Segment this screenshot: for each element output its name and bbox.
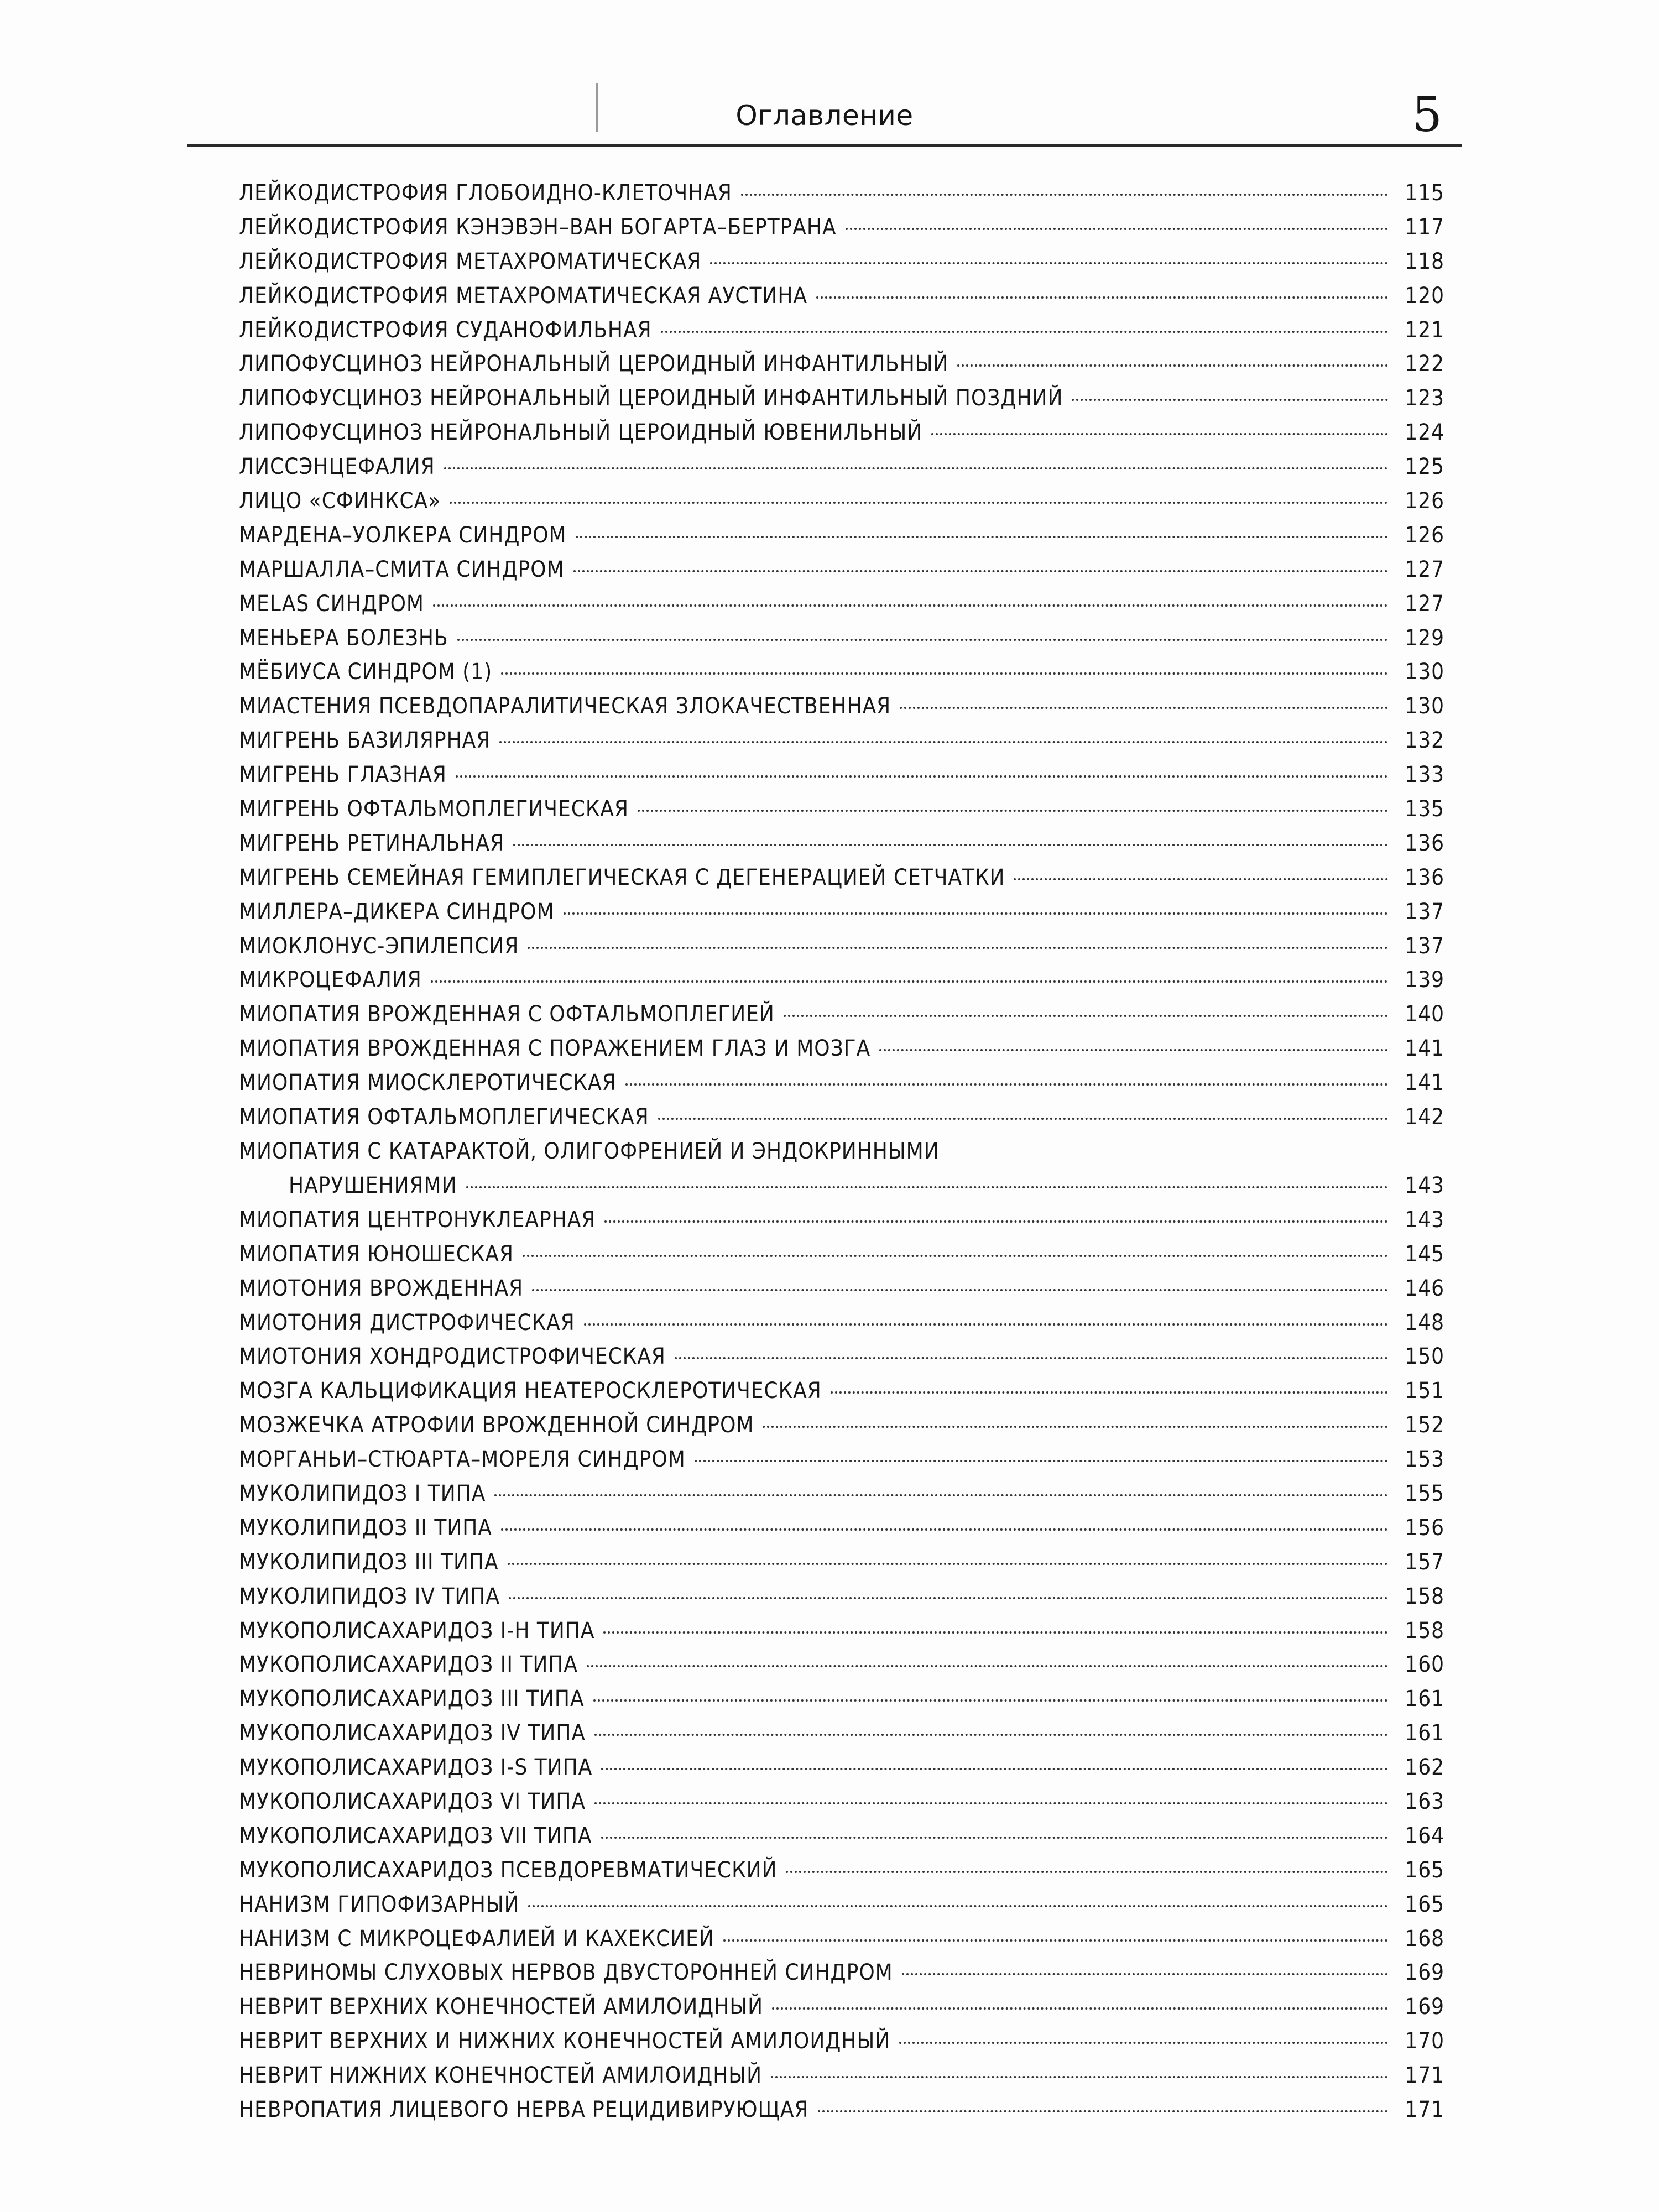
toc-entry-title: МЁБИУСА СИНДРОМ (1) [239,659,493,685]
toc-entry [239,1720,1444,1755]
toc-entry-page: 123 [1405,385,1444,411]
toc-entry-title: МИГРЕНЬ ГЛАЗНАЯ [239,762,447,788]
toc-dot-leader [593,1699,1388,1702]
toc-entry [239,1686,1444,1720]
toc-dot-leader [818,2110,1388,2112]
toc-entry-page: 157 [1405,1549,1444,1575]
toc-dot-leader [594,1802,1388,1804]
toc-dot-leader [661,331,1388,333]
toc-entry-page: 146 [1405,1275,1444,1301]
toc-entry-title: МИГРЕНЬ СЕМЕЙНАЯ ГЕМИПЛЕГИЧЕСКАЯ С ДЕГЕНЕРАЦИЕЙ СЕТЧАТКИ [239,864,1005,890]
toc-entry-title: НЕВРИТ НИЖНИХ КОНЕЧНОСТЕЙ АМИЛОИДНЫЙ [239,2063,762,2089]
toc-dot-leader [499,741,1388,743]
toc-dot-leader [584,1323,1388,1326]
toc-dot-leader [710,262,1388,264]
toc-entry-page: 169 [1405,1994,1444,2020]
toc-entry-title: ЛИПОФУСЦИНОЗ НЕЙРОНАЛЬНЫЙ ЦЕРОИДНЫЙ ИНФАНТИЛЬНЫЙ [239,351,949,377]
toc-dot-leader [601,1837,1388,1839]
toc-dot-leader [587,1665,1388,1667]
toc-entry [239,1310,1444,1344]
toc-entry-page: 125 [1405,454,1444,480]
toc-entry-page: 130 [1405,659,1444,685]
toc-entry [239,1344,1444,1378]
toc-entry-page: 127 [1405,591,1444,617]
toc-entry-title: ЛЕЙКОДИСТРОФИЯ СУДАНОФИЛЬНАЯ [239,317,652,343]
toc-entry-title: ЛЕЙКОДИСТРОФИЯ ГЛОБОИДНО-КЛЕТОЧНАЯ [239,180,732,206]
toc-entry [239,1001,1444,1036]
toc-entry-title: МИГРЕНЬ ОФТАЛЬМОПЛЕГИЧЕСКАЯ [239,796,629,822]
toc-entry-page: 139 [1405,967,1444,993]
toc-entry-title: МЕНЬЕРА БОЛЕЗНЬ [239,625,448,651]
toc-entry-page: 164 [1405,1823,1444,1849]
toc-entry-page: 165 [1405,1891,1444,1917]
toc-entry-page: 156 [1405,1515,1444,1541]
toc-entry-page: 117 [1405,214,1444,240]
toc-entry-title: МУКОПОЛИСАХАРИДОЗ ПСЕВДОРЕВМАТИЧЕСКИЙ [239,1857,778,1883]
toc-entry-page: 161 [1405,1720,1444,1746]
toc-dot-leader [456,775,1388,778]
toc-entry [239,933,1444,968]
toc-entry-page: 162 [1405,1755,1444,1781]
toc-entry-title: МАРШАЛЛА–СМИТА СИНДРОМ [239,556,565,582]
toc-entry-page: 153 [1405,1447,1444,1473]
toc-entry [239,728,1444,762]
toc-entry-page: 129 [1405,625,1444,651]
toc-dot-leader [528,947,1388,949]
toc-entry-title-continuation: НАРУШЕНИЯМИ [289,1172,457,1198]
toc-entry-title: НЕВРИТ ВЕРХНИХ И НИЖНИХ КОНЕЧНОСТЕЙ АМИЛОИДНЫЙ [239,2028,891,2054]
toc-entry-page: 115 [1405,180,1444,206]
toc-dot-leader [899,2042,1388,2044]
toc-entry-page: 136 [1405,864,1444,890]
toc-dot-leader [528,1905,1388,1907]
toc-entry [239,762,1444,796]
toc-entry-page: 145 [1405,1241,1444,1267]
toc-entry-page: 126 [1405,488,1444,514]
toc-dot-leader [638,810,1388,812]
toc-entry-title: МИГРЕНЬ РЕТИНАЛЬНАЯ [239,830,504,856]
toc-entry [239,215,1444,249]
toc-entry-page: 155 [1405,1480,1444,1506]
toc-entry-title: МУКОЛИПИДОЗ III ТИПА [239,1549,499,1575]
toc-entry [239,1755,1444,1789]
toc-entry [239,557,1444,591]
toc-dot-leader [741,194,1388,196]
toc-entry-page: 140 [1405,1001,1444,1027]
toc-entry-page: 171 [1405,2096,1444,2122]
toc-dot-leader [573,570,1388,572]
toc-entry-page: 143 [1405,1207,1444,1233]
toc-dot-leader [900,707,1388,709]
toc-dot-leader [523,1255,1388,1257]
toc-entry [239,967,1444,1001]
toc-entry-page: 118 [1405,248,1444,274]
toc-entry [239,1036,1444,1070]
toc-entry-title: ЛЕЙКОДИСТРОФИЯ МЕТАХРОМАТИЧЕСКАЯ АУСТИНА [239,283,808,309]
toc-dot-leader [784,1015,1388,1017]
toc-entry [239,420,1444,454]
toc-entry [239,1652,1444,1686]
toc-entry-title: МАРДЕНА–УОЛКЕРА СИНДРОМ [239,522,567,548]
toc-entry-page: 161 [1405,1686,1444,1712]
toc-entry-page: 121 [1405,317,1444,343]
toc-entry-title: МИОКЛОНУС-ЭПИЛЕПСИЯ [239,933,519,959]
toc-entry-page: 169 [1405,1960,1444,1986]
page-title: Оглавление [735,100,914,132]
toc-entry-title: ЛЕЙКОДИСТРОФИЯ МЕТАХРОМАТИЧЕСКАЯ [239,248,702,274]
toc-entry [239,1515,1444,1550]
toc-entry-page: 120 [1405,283,1444,309]
toc-dot-leader [501,672,1388,675]
toc-dot-leader [601,1768,1388,1770]
toc-entry-page: 158 [1405,1618,1444,1644]
toc-entry-title: НЕВРИНОМЫ СЛУХОВЫХ НЕРВОВ ДВУСТОРОННЕЙ СИНДРОМ [239,1960,893,1986]
toc-entry [239,1858,1444,1892]
toc-dot-leader [532,1289,1388,1291]
toc-dot-leader [879,1049,1388,1051]
page-header [187,83,1462,147]
toc-entry [239,1481,1444,1515]
toc-entry [239,317,1444,352]
toc-entry-title: МИОПАТИЯ ЮНОШЕСКАЯ [239,1241,514,1267]
toc-dot-leader [1014,878,1388,880]
toc-entry-title: MELAS СИНДРОМ [239,591,424,617]
toc-entry [239,899,1444,933]
toc-entry-page: 158 [1405,1583,1444,1609]
toc-entry [239,523,1444,557]
toc-entry-page: 133 [1405,762,1444,788]
toc-entry [239,1789,1444,1823]
toc-entry [239,1618,1444,1652]
toc-entry-page: 127 [1405,556,1444,582]
toc-entry [239,385,1444,420]
toc-entry-title: ЛЕЙКОДИСТРОФИЯ КЭНЭВЭН–ВАН БОГАРТА–БЕРТРАНА [239,214,837,240]
toc-entry-title: МУКОПОЛИСАХАРИДОЗ III ТИПА [239,1686,585,1712]
toc-entry-page: 143 [1405,1172,1444,1198]
toc-entry-page: 124 [1405,420,1444,446]
toc-dot-leader [957,364,1388,367]
toc-entry-title: МИЛЛЕРА–ДИКЕРА СИНДРОМ [239,899,555,925]
toc-entry [239,625,1444,660]
toc-entry [239,1550,1444,1584]
toc-dot-leader [501,1528,1388,1531]
toc-entry [239,283,1444,317]
toc-entry [239,2028,1444,2063]
toc-entry-title: НЕВРОПАТИЯ ЛИЦЕВОГО НЕРВА РЕЦИДИВИРУЮЩАЯ [239,2096,809,2122]
toc-entry-title: МУКОПОЛИСАХАРИДОЗ IV ТИПА [239,1720,586,1746]
toc-entry-title: МИАСТЕНИЯ ПСЕВДОПАРАЛИТИЧЕСКАЯ ЗЛОКАЧЕСТВЕННАЯ [239,693,891,719]
toc-dot-leader [466,1186,1389,1188]
toc-entry-page: 148 [1405,1310,1444,1335]
toc-entry [239,1584,1444,1618]
toc-entry-page: 135 [1405,796,1444,822]
toc-entry-page: 130 [1405,693,1444,719]
toc-entry-title: МУКОПОЛИСАХАРИДОЗ VI ТИПА [239,1788,586,1814]
toc-entry-page: 136 [1405,830,1444,856]
toc-entry [239,1926,1444,1960]
toc-entry-page: 141 [1405,1070,1444,1096]
toc-entry [239,796,1444,831]
toc-entry [239,1960,1444,1994]
toc-entry-title: МОЗГА КАЛЬЦИФИКАЦИЯ НЕАТЕРОСКЛЕРОТИЧЕСКАЯ [239,1378,822,1404]
toc-entry [239,2063,1444,2097]
toc-entry [239,591,1444,625]
toc-entry [239,865,1444,899]
toc-entry [239,2097,1444,2131]
toc-entry-title: МИОПАТИЯ ОФТАЛЬМОПЛЕГИЧЕСКАЯ [239,1104,649,1130]
toc-dot-leader [604,1220,1388,1223]
toc-entry [239,1823,1444,1858]
toc-entry-page: 141 [1405,1036,1444,1062]
toc-entry [239,1207,1444,1241]
toc-dot-leader [576,536,1388,538]
toc-entry-page: 152 [1405,1412,1444,1438]
toc-entry [239,831,1444,865]
toc-dot-leader [772,2007,1388,2010]
toc-entry [239,1241,1444,1276]
toc-dot-leader [931,433,1388,435]
toc-dot-leader [763,1426,1388,1428]
toc-dot-leader [509,1597,1388,1599]
toc-entry-title: МИГРЕНЬ БАЗИЛЯРНАЯ [239,728,491,754]
toc-entry [239,693,1444,728]
toc-dot-leader [902,1973,1388,1975]
toc-entry [239,488,1444,523]
toc-dot-leader [508,1563,1388,1565]
toc-dot-leader [433,604,1388,607]
toc-entry-page: 160 [1405,1652,1444,1678]
toc-entry [239,1378,1444,1412]
toc-entry-title: МИКРОЦЕФАЛИЯ [239,967,422,993]
toc-entry [239,1276,1444,1310]
toc-entry-title: МОЗЖЕЧКА АТРОФИИ ВРОЖДЕННОЙ СИНДРОМ [239,1412,754,1438]
toc-entry-title: МИОТОНИЯ ВРОЖДЕННАЯ [239,1275,524,1301]
toc-entry-title: МИОПАТИЯ ВРОЖДЕННАЯ С ОФТАЛЬМОПЛЕГИЕЙ [239,1001,775,1027]
toc-entry-page: 142 [1405,1104,1444,1130]
toc-entry-page: 151 [1405,1378,1444,1404]
toc-dot-leader [675,1357,1388,1359]
toc-entry-title: МУКОЛИПИДОЗ IV ТИПА [239,1583,500,1609]
toc-dot-leader [786,1871,1388,1873]
table-of-contents [239,180,1444,2131]
toc-dot-leader [695,1460,1388,1462]
toc-entry [239,180,1444,215]
toc-entry [239,454,1444,488]
toc-entry-page: 171 [1405,2063,1444,2089]
toc-entry-title: МИОПАТИЯ ВРОЖДЕННАЯ С ПОРАЖЕНИЕМ ГЛАЗ И МОЗГА [239,1036,871,1062]
toc-entry-page: 163 [1405,1788,1444,1814]
toc-entry-continuation [239,1173,1444,1207]
toc-entry [239,659,1444,693]
toc-entry-title: МИОПАТИЯ С КАТАРАКТОЙ, ОЛИГОФРЕНИЕЙ И ЭНДОКРИННЫМИ [239,1138,940,1164]
toc-entry [239,249,1444,283]
toc-dot-leader [450,502,1388,504]
toc-dot-leader [494,1494,1388,1496]
toc-dot-leader [513,844,1388,846]
toc-entry-title: МИОПАТИЯ МИОСКЛЕРОТИЧЕСКАЯ [239,1070,617,1096]
toc-entry-title: ЛИПОФУСЦИНОЗ НЕЙРОНАЛЬНЫЙ ЦЕРОИДНЫЙ ЮВЕНИЛЬНЫЙ [239,420,923,446]
toc-entry-title: МИОТОНИЯ ХОНДРОДИСТРОФИЧЕСКАЯ [239,1344,666,1370]
toc-entry-title: НАНИЗМ С МИКРОЦЕФАЛИЕЙ И КАХЕКСИЕЙ [239,1926,714,1952]
toc-entry [239,1412,1444,1447]
toc-entry-title: ЛИЦО «СФИНКСА» [239,488,441,514]
toc-entry-title: НЕВРИТ ВЕРХНИХ КОНЕЧНОСТЕЙ АМИЛОИДНЫЙ [239,1994,763,2020]
toc-entry-page: 137 [1405,899,1444,925]
toc-dot-leader [457,639,1388,641]
toc-entry-page: 126 [1405,522,1444,548]
toc-entry [239,1139,1444,1173]
toc-dot-leader [771,2076,1388,2078]
toc-entry-title: МОРГАНЬИ–СТЮАРТА–МОРЕЛЯ СИНДРОМ [239,1447,686,1473]
toc-entry-title: НАНИЗМ ГИПОФИЗАРНЫЙ [239,1891,520,1917]
toc-dot-leader [603,1631,1388,1634]
toc-entry [239,351,1444,385]
toc-entry-page: 165 [1405,1857,1444,1883]
toc-entry-page: 168 [1405,1926,1444,1952]
toc-entry-page: 137 [1405,933,1444,959]
toc-entry [239,1994,1444,2028]
toc-entry [239,1447,1444,1481]
toc-dot-leader [444,467,1388,469]
toc-entry-title: МИОТОНИЯ ДИСТРОФИЧЕСКАЯ [239,1310,575,1335]
toc-dot-leader [564,912,1388,915]
toc-dot-leader [816,296,1388,299]
toc-entry [239,1070,1444,1104]
toc-dot-leader [431,980,1388,983]
toc-dot-leader [723,1939,1388,1942]
toc-dot-leader [625,1083,1388,1086]
toc-entry-title: МУКОПОЛИСАХАРИДОЗ I-H ТИПА [239,1618,595,1644]
toc-entry-page: 150 [1405,1344,1444,1370]
toc-dot-leader [594,1734,1388,1736]
toc-entry-title: МУКОЛИПИДОЗ I ТИПА [239,1480,486,1506]
toc-entry-title: МУКОПОЛИСАХАРИДОЗ VII ТИПА [239,1823,592,1849]
toc-dot-leader [658,1118,1388,1120]
toc-entry-title: МУКОЛИПИДОЗ II ТИПА [239,1515,492,1541]
toc-dot-leader [846,228,1388,230]
toc-entry-title: МИОПАТИЯ ЦЕНТРОНУКЛЕАРНАЯ [239,1207,596,1233]
toc-dot-leader [831,1391,1388,1394]
toc-entry-title: ЛИПОФУСЦИНОЗ НЕЙРОНАЛЬНЫЙ ЦЕРОИДНЫЙ ИНФАНТИЛЬНЫЙ ПОЗДНИЙ [239,385,1063,411]
toc-dot-leader [1072,399,1388,401]
toc-entry-page: 170 [1405,2028,1444,2054]
toc-entry-page: 122 [1405,351,1444,377]
toc-entry-title: МУКОПОЛИСАХАРИДОЗ II ТИПА [239,1652,578,1678]
toc-entry-title: МУКОПОЛИСАХАРИДОЗ I-S ТИПА [239,1755,593,1781]
toc-entry [239,1104,1444,1139]
toc-entry [239,1892,1444,1926]
toc-entry-title: ЛИССЭНЦЕФАЛИЯ [239,454,435,480]
header-rule [187,144,1462,147]
page-number: 5 [1412,87,1442,143]
toc-entry-page: 132 [1405,728,1444,754]
